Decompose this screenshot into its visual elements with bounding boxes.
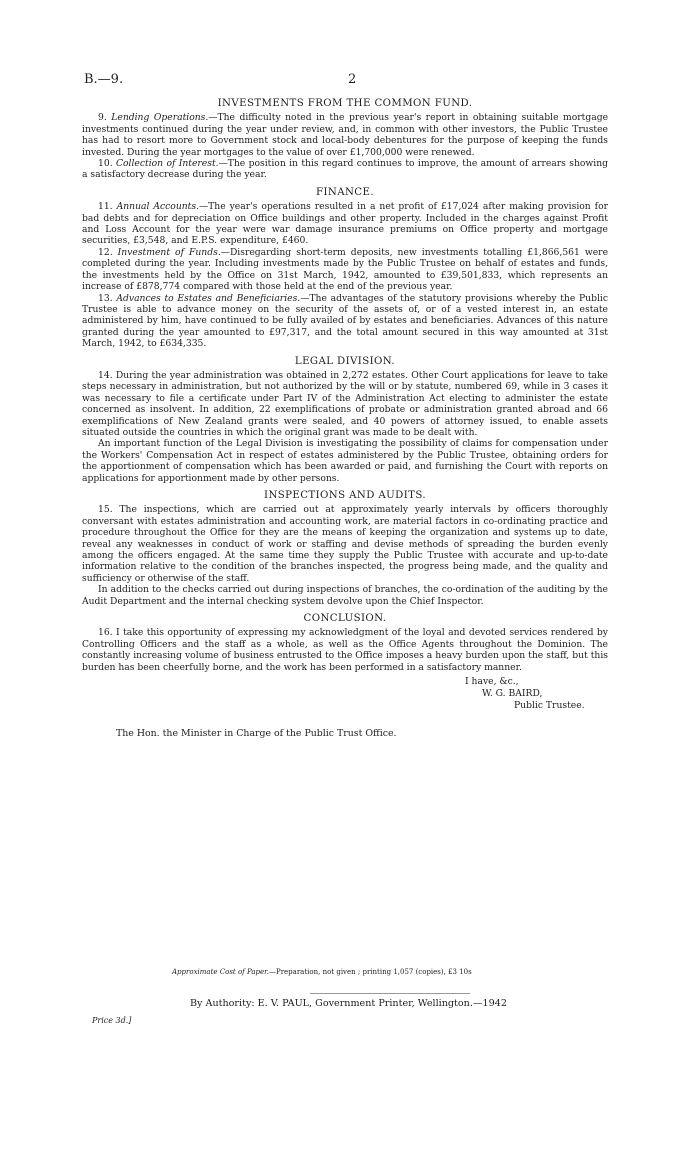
document-code: B.—9.	[84, 72, 124, 87]
signoff-title: Public Trustee.	[514, 700, 585, 712]
paragraph-12: 12. Investment of Funds.—Disregarding short-term deposits, new investments totalling £1,866,561 were completed during the year. Including investments made by the Public Trustee on behalf of estates and funds, the investments held by the Office on 31st March, 1942, amounted to £39,501,833, which represents an increase of £878,774 compared with those held at the end of the previous year.	[82, 246, 609, 293]
cost-note: Approximate Cost of Paper.—Preparation, not given ; printing 1,057 (copies), £3 10s	[172, 968, 472, 976]
paragraph-16: 16. I take this opportunity of expressing my acknowledgment of the loyal and devoted services rendered by Controlling Officers and the staff as a whole, as well as the Office Agents throughout the Dominion. The constantly increasing volume of business entrusted to the Office imposes a heavy burden upon the staff, but this burden has been cheerfully borne, and the work has been performed in a satisfactory manner.	[82, 627, 608, 673]
paragraph-9: 9. Lending Operations.—The difficulty noted in the previous year's report in obtaining suitable mortgage investments continued during the year under review, and, in common with other investors, the Public Trustee has had to resort more to Government stock and local-body debentures for the purpose of keeping the funds invested. During the year mortgages to the value of over £1,700,000 were renewed.	[82, 112, 609, 158]
page-header	[84, 72, 604, 92]
footer-rule	[310, 993, 470, 994]
document-body	[82, 98, 608, 740]
signoff-name: W. G. BAIRD,	[482, 688, 543, 700]
paragraph-14: 14. During the year administration was obtained in 2,272 estates. Other Court applications for leave to take steps necessary in administration, but not authorized by the will or by statute, numbered 69, while in 3 cases it was necessary to file a certificate under Part IV of the Administration Act electing to administer the estate concerned as insolvent. In addition, 22 exemplifications of probate or administration granted abroad and 66 exemplifications of New Zealand grants were sealed, and 40 powers of attorney issued, to enable assets situated outside the countries in which the original grant was made to be dealt with.	[82, 369, 608, 438]
section-heading-investments: INVESTMENTS FROM THE COMMON FUND.	[217, 98, 473, 109]
paragraph-10: 10. Collection of Interest.—The position in this regard continues to improve, the amount of arrears showing a satisfactory decrease during the year.	[82, 158, 608, 181]
paragraph-13: 13. Advances to Estates and Beneficiaries.—The advantages of the statutory provisions whereby the Public Trustee is able to advance money on the security of the assets of, or of a vested interest in, an estate administered by him, have continued to be fully availed of by estates and beneficiaries. Advances of this nature granted during the year amounted to £97,317, and the total amount secured in this way amounted at 31st March, 1942, to £634,335.	[82, 292, 608, 350]
paragraph-15: 15. The inspections, which are carried out at approximately yearly intervals by officers thoroughly conversant with estates administration and accounting work, are material factors in co-ordinating practice and procedure throughout the Office for they are the means of keeping the organization and systems up to date, reveal any weaknesses in conduct of work or staffing and devise methods of spreading the burden evenly among the officers engaged. At the same time they supply the Public Trustee with accurate and up-to-date information relative to the condition of the branches inspected, the progress being made, and the quality and sufficiency or otherwise of the staff.	[82, 504, 608, 584]
printer-authority: By Authority: E. V. PAUL, Government Printer, Wellington.—1942	[190, 998, 507, 1009]
signature-block	[82, 676, 608, 724]
signoff-salutation: I have, &c.,	[465, 676, 519, 688]
paragraph-14-continued: An important function of the Legal Division is investigating the possibility of claims for compensation under the Workers' Compensation Act in respect of estates administered by the Public Trustee, obtaining orders for the apportionment of compensation which has been awarded or paid, and furnishing the Court with reports on applications for apportionment made by other persons.	[82, 438, 608, 484]
paragraph-11: 11. Annual Accounts.—The year's operations resulted in a net profit of £17,024 after making provision for bad debts and for depreciation on Office buildings and other property. Included in the charges against Profit and Loss Account for the year were war damage insurance premiums on Office property and mortgage securities, £3,548, and E.P.S. expenditure, £460.	[82, 201, 609, 247]
section-heading-conclusion: CONCLUSION.	[303, 613, 387, 625]
price-note: Price 3d.]	[92, 1016, 132, 1025]
paragraph-15-continued: In addition to the checks carried out during inspections of branches, the co-ordination of the auditing by the Audit Department and the internal checking system devolve upon the Chief Inspector.	[82, 584, 608, 607]
addressee-line: The Hon. the Minister in Charge of the Public Trust Office.	[116, 728, 397, 740]
page-number: 2	[348, 72, 357, 87]
section-heading-inspections: INSPECTIONS AND AUDITS.	[264, 490, 426, 501]
section-heading-finance: FINANCE.	[316, 186, 374, 198]
section-heading-legal: LEGAL DIVISION.	[294, 355, 396, 367]
